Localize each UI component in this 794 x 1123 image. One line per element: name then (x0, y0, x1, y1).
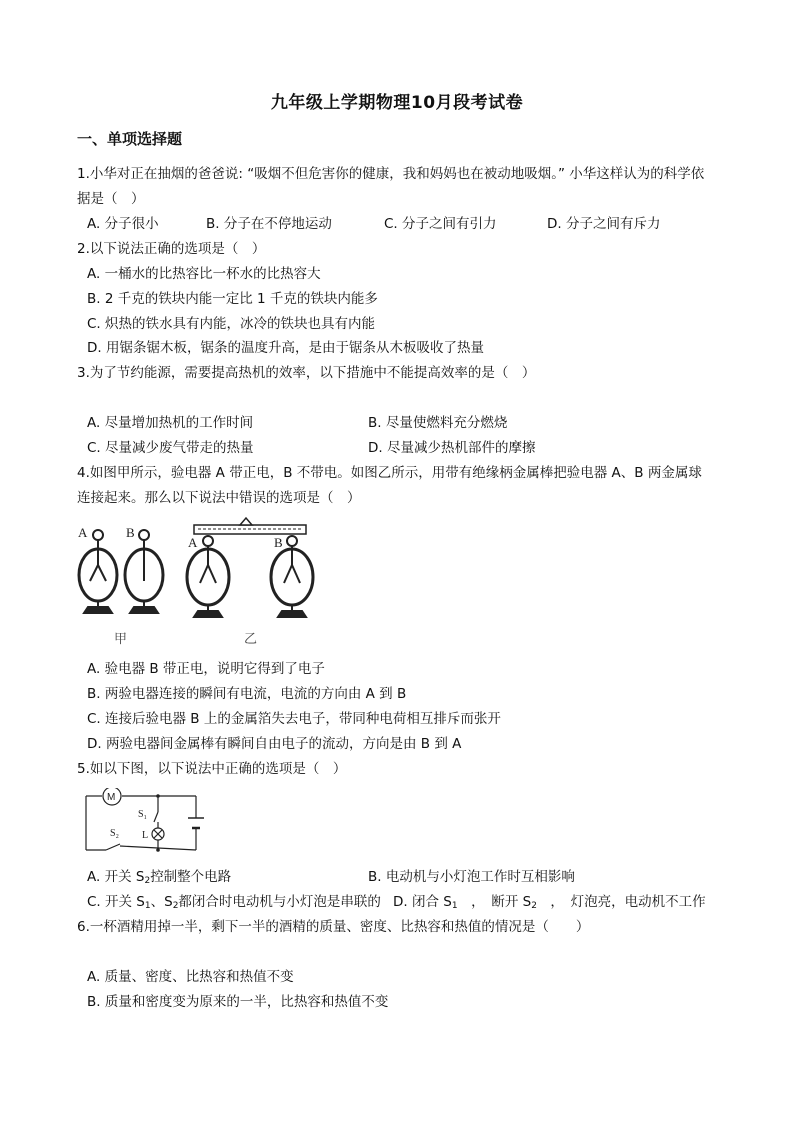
q5-c-pre: C. 开关 S (87, 894, 145, 910)
q1-stem-line1: 1.小华对正在抽烟的爸爸说: “吸烟不但危害你的健康，我和妈妈也在被动地吸烟。” 小华这样认为的科学依 (77, 166, 705, 182)
q4-option-d[interactable]: D. 两验电器间金属棒有瞬间自由电子的流动，方向是由 B 到 A (87, 736, 462, 752)
s1-label: S₁ (138, 809, 148, 820)
figure-label-yi: 乙 (244, 632, 258, 647)
q3-option-b[interactable]: B. 尽量使燃料充分燃烧 (368, 415, 508, 431)
metal-rod (194, 518, 306, 534)
label-a-connected: A (188, 535, 198, 550)
q1-option-b[interactable]: B. 分子在不停地运动 (206, 216, 332, 232)
q4-option-a[interactable]: A. 验电器 B 带正电，说明它得到了电子 (87, 661, 325, 677)
q5-c-sub1: 1 (144, 901, 151, 911)
q5-d-pre: D. 闭合 S (393, 894, 452, 910)
motor-symbol (103, 788, 121, 805)
q2-option-c[interactable]: C. 炽热的铁水具有内能，冰冷的铁块也具有内能 (87, 316, 376, 332)
circuit-diagram (84, 788, 208, 858)
q5-d-sub2: 2 (531, 901, 537, 911)
q2-option-a[interactable]: A. 一桶水的比热容比一杯水的比热容大 (87, 266, 321, 282)
q3-option-a[interactable]: A. 尽量增加热机的工作时间 (87, 415, 254, 431)
q3-option-c[interactable]: C. 尽量减少废气带走的热量 (87, 440, 254, 456)
q5-option-d[interactable] (393, 890, 706, 911)
paper-title: 九年级上学期物理10月段考试卷 (270, 93, 524, 113)
q3-option-d[interactable]: D. 尽量减少热机部件的摩擦 (368, 440, 536, 456)
q4-stem-line1: 4.如图甲所示，验电器 A 带正电，B 不带电。如图乙所示，用带有绝缘柄金属棒把验电器 A、B 两金属球 (77, 465, 702, 481)
lamp-label: L (142, 830, 149, 841)
q1-stem-line2: 据是（ ） (77, 191, 145, 207)
q2-option-d[interactable]: D. 用锯条锯木板，锯条的温度升高，是由于锯条从木板吸收了热量 (87, 340, 484, 356)
label-a: A (78, 525, 88, 540)
label-b: B (126, 525, 135, 540)
q5-option-b[interactable]: B. 电动机与小灯泡工作时互相影响 (368, 869, 575, 885)
q3-stem: 3.为了节约能源，需要提高热机的效率，以下措施中不能提高效率的是（ ） (77, 365, 536, 381)
q5-d-mid: ， 断开 S (457, 894, 532, 910)
electroscope-figure (74, 515, 334, 655)
q5-d-post: ， 灯泡亮，电动机不工作 (536, 894, 706, 910)
q5-a-post: 控制整个电路 (150, 869, 232, 885)
section-heading: 一、单项选择题 (77, 130, 183, 148)
q5-d-sub1: 1 (451, 901, 458, 911)
q4-option-b[interactable]: B. 两验电器连接的瞬间有电流，电流的方向由 A 到 B (87, 686, 407, 702)
q5-a-pre: A. 开关 S (87, 869, 145, 885)
label-b-connected: B (274, 535, 283, 550)
s2-label: S₂ (110, 828, 120, 839)
q6-stem: 6.一杯酒精用掉一半，剩下一半的酒精的质量、密度、比热容和热值的情况是（ ） (77, 919, 590, 935)
q5-c-post: 都闭合时电动机与小灯泡是串联的 (178, 894, 381, 910)
q5-a-sub: 2 (144, 876, 151, 886)
q4-option-c[interactable]: C. 连接后验电器 B 上的金属箔失去电子，带同种电荷相互排斥而张开 (87, 711, 501, 727)
motor-label: M (107, 792, 116, 803)
electroscope-a (79, 530, 117, 613)
q5-option-a[interactable] (87, 865, 231, 886)
q2-stem: 2.以下说法正确的选项是（ ） (77, 241, 266, 257)
q5-c-sub2: 2 (172, 901, 179, 911)
q1-option-a[interactable]: A. 分子很小 (87, 216, 159, 232)
electroscope-b (125, 530, 163, 613)
q6-option-b[interactable]: B. 质量和密度变为原来的一半，比热容和热值不变 (87, 994, 389, 1010)
q2-option-b[interactable]: B. 2 千克的铁块内能一定比 1 千克的铁块内能多 (87, 291, 378, 307)
figure-label-jia: 甲 (114, 632, 128, 647)
q5-option-c[interactable] (87, 890, 381, 911)
q6-option-a[interactable]: A. 质量、密度、比热容和热值不变 (87, 969, 294, 985)
q1-option-c[interactable]: C. 分子之间有引力 (384, 216, 497, 232)
q5-stem: 5.如以下图，以下说法中正确的选项是（ ） (77, 761, 347, 777)
q1-option-d[interactable]: D. 分子之间有斥力 (547, 216, 661, 232)
q4-stem-line2: 连接起来。那么以下说法中错误的选项是（ ） (77, 490, 361, 506)
q5-c-mid: 、S (150, 894, 173, 910)
